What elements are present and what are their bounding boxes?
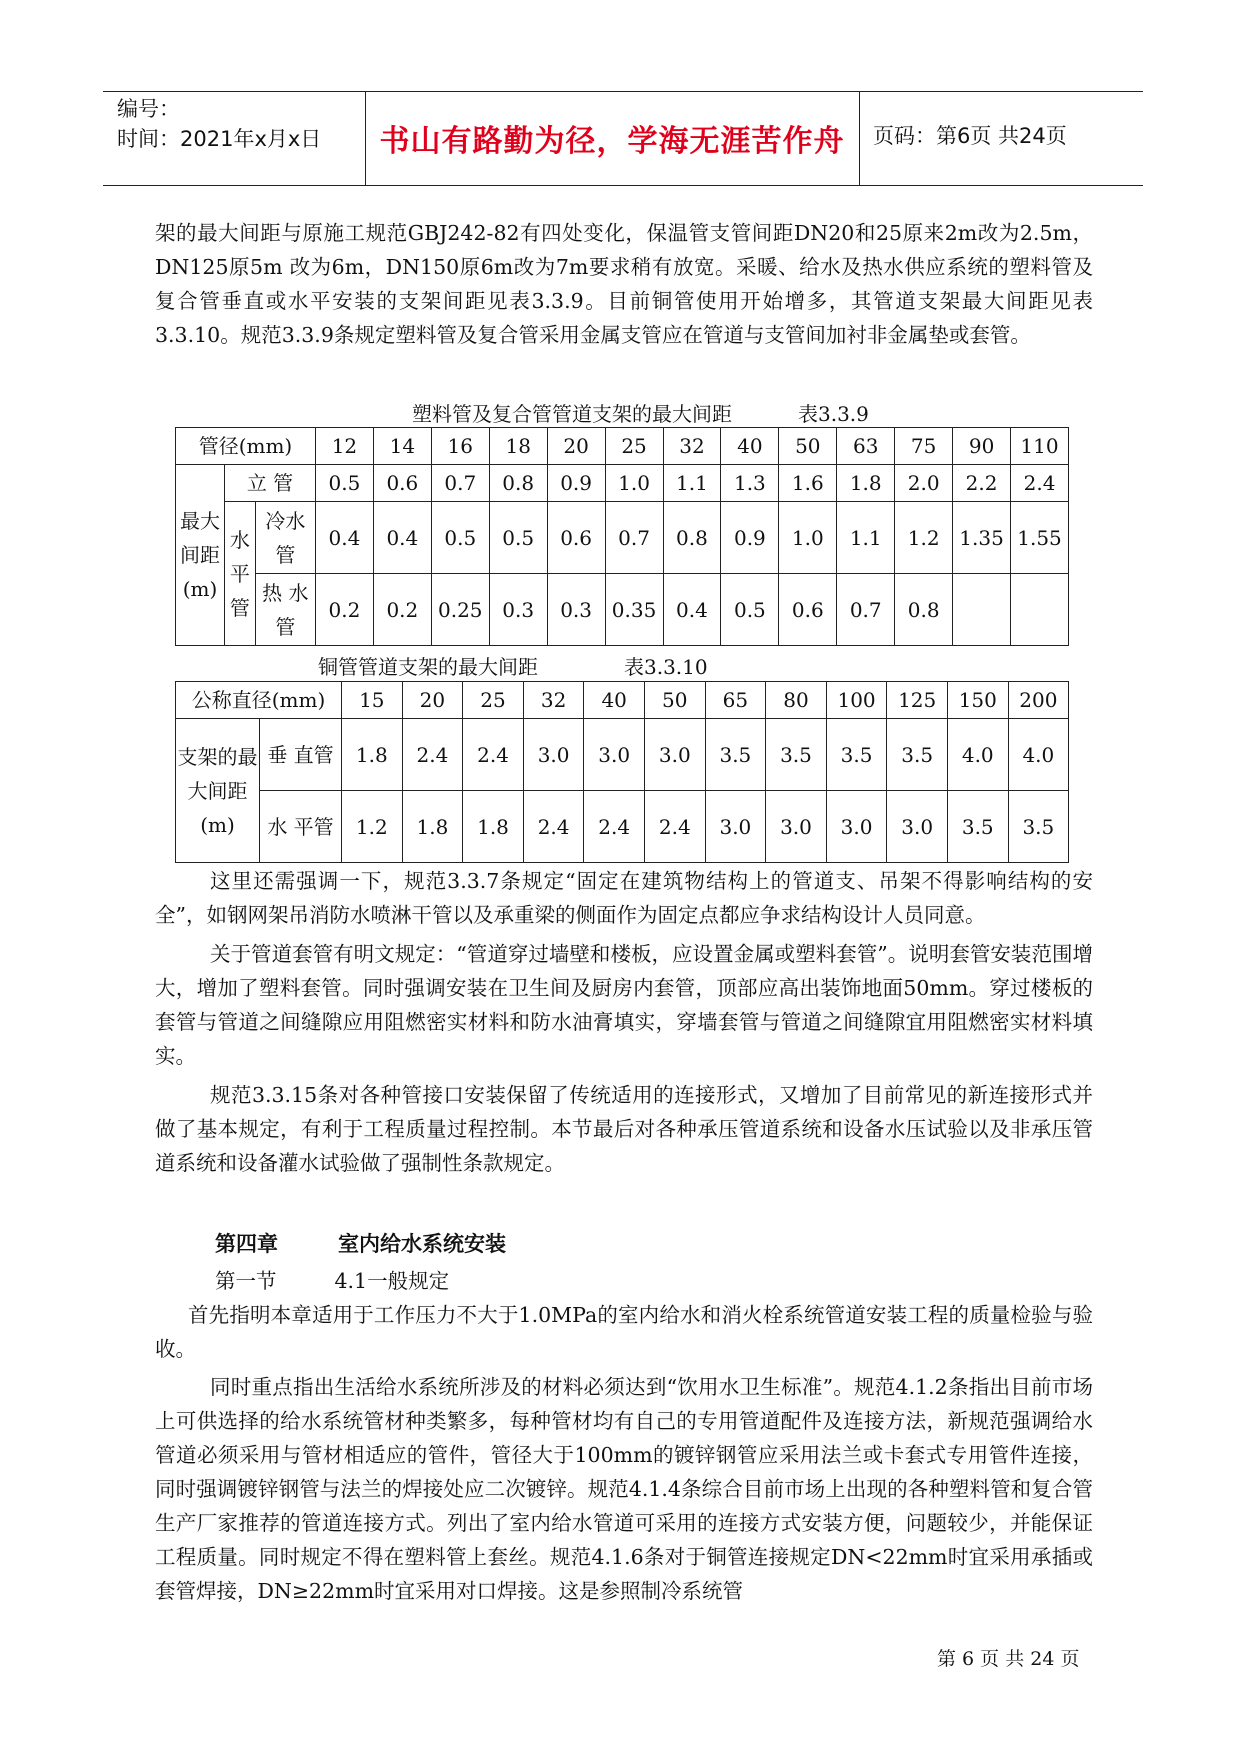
table1-caption [412, 398, 869, 427]
table2-cell: 1.2 [342, 791, 403, 863]
header-number: 编号： [117, 97, 180, 121]
table1-cell [953, 574, 1011, 646]
table2-cell: 2.4 [523, 791, 584, 863]
table2-row-group-label: 支架的最大间距(m) [176, 719, 260, 863]
header-motto: 书山有路勤为径，学海无涯苦作舟 [379, 124, 845, 159]
table1-cell: 0.8 [895, 574, 953, 646]
table2-size-cell: 65 [705, 682, 766, 719]
table1-cell: 0.4 [663, 574, 721, 646]
table1-cell: 0.5 [721, 574, 779, 646]
table-3-3-10 [175, 681, 1069, 863]
table2-cell: 4.0 [947, 719, 1008, 791]
table1-cell: 2.4 [1011, 465, 1069, 502]
table1-cell: 1.8 [837, 465, 895, 502]
table1-size-cell: 18 [489, 428, 547, 465]
table1-cell: 1.0 [779, 502, 837, 574]
chapter-number: 第四章 [215, 1232, 278, 1256]
table1-cell: 0.9 [547, 465, 605, 502]
table1-row-group-label: 最大间距(m) [176, 465, 225, 646]
table2-cell: 2.4 [402, 719, 463, 791]
table2-cell: 3.5 [705, 719, 766, 791]
table2-horizontal-label: 水 平管 [260, 791, 342, 863]
section-heading [215, 1264, 449, 1294]
table2-size-cell: 40 [584, 682, 645, 719]
table2-number: 表3.3.10 [624, 655, 708, 679]
table2-cell: 1.8 [402, 791, 463, 863]
header-divider [859, 92, 860, 185]
table2-caption [318, 651, 708, 680]
table2-size-cell: 20 [402, 682, 463, 719]
table2-cell: 2.4 [463, 719, 524, 791]
table2-cell: 2.4 [584, 791, 645, 863]
table1-size-cell: 32 [663, 428, 721, 465]
table1-cell: 2.2 [953, 465, 1011, 502]
table1-cell: 0.2 [315, 574, 373, 646]
table1-cell: 0.9 [721, 502, 779, 574]
table1-size-cell: 40 [721, 428, 779, 465]
page-footer: 第 6 页 共 24 页 [937, 1648, 1080, 1670]
table1-vertical-label: 立 管 [225, 465, 316, 502]
table2-cell: 3.0 [523, 719, 584, 791]
table2-cell: 3.5 [766, 719, 827, 791]
table1-cell: 0.2 [373, 574, 431, 646]
table1-cell: 0.6 [779, 574, 837, 646]
table2-cell: 3.0 [766, 791, 827, 863]
chapter-title: 室内给水系统安装 [338, 1232, 506, 1256]
table1-cell: 0.3 [489, 574, 547, 646]
table1-hot-label: 热 水管 [255, 574, 315, 646]
table2-cell: 4.0 [1008, 719, 1069, 791]
table2-size-cell: 200 [1008, 682, 1069, 719]
paragraph-3: 关于管道套管有明文规定：“管道穿过墙壁和楼板，应设置金属或塑料套管”。说明套管安装范围增大，增加了塑料套管。同时强调安装在卫生间及厨房内套管，顶部应高出装饰地面50mm。穿过楼板的套管与管道之间缝隙应用阻燃密实材料和防水油膏填实，穿墙套管与管道之间缝隙宜用阻燃密实材料填实。 [155, 942, 1093, 1068]
table2-size-cell: 100 [826, 682, 887, 719]
table1-cell: 0.8 [489, 465, 547, 502]
table1-size-cell: 90 [953, 428, 1011, 465]
table2-cell: 3.0 [644, 719, 705, 791]
table1-cell: 1.35 [953, 502, 1011, 574]
table1-cell: 0.7 [837, 574, 895, 646]
header-time: 时间：2021年x月x日 [117, 127, 322, 151]
table1-cell: 0.5 [315, 465, 373, 502]
paragraph-1: 架的最大间距与原施工规范GBJ242-82有四处变化，保温管支管间距DN20和25原来2m改为2.5m，DN125原5m 改为6m，DN150原6m改为7m要求稍有放宽。采暖、给水及热水供应系统的塑料管及复合管垂直或水平安装的支架间距见表3.3.9。目前铜管使用开始增多，其管道支架最大间距见表3.3.10。规范3.3.9条规定塑料管及复合管采用金属支管应在管道与支管间加衬非金属垫或套管。 [155, 221, 1093, 347]
table2-cell: 2.4 [644, 791, 705, 863]
table2-size-cell: 150 [947, 682, 1008, 719]
table2-cell: 3.5 [887, 719, 948, 791]
table1-title: 塑料管及复合管管道支架的最大间距 [412, 402, 732, 426]
table1-cell: 1.1 [663, 465, 721, 502]
section-title: 4.1一般规定 [334, 1269, 450, 1293]
table1-cell: 0.3 [547, 574, 605, 646]
table1-size-cell: 16 [431, 428, 489, 465]
table1-cell: 1.1 [837, 502, 895, 574]
table1-cell: 0.35 [605, 574, 663, 646]
chapter-heading [215, 1228, 506, 1258]
table2-cell: 1.8 [463, 791, 524, 863]
page-header [103, 91, 1143, 186]
table1-cell: 0.7 [431, 465, 489, 502]
table1-size-cell: 25 [605, 428, 663, 465]
table2-size-cell: 125 [887, 682, 948, 719]
table1-size-cell: 50 [779, 428, 837, 465]
table1-cell: 0.4 [373, 502, 431, 574]
table1-cell: 0.4 [315, 502, 373, 574]
table2-cell: 3.5 [826, 719, 887, 791]
table1-cell: 0.7 [605, 502, 663, 574]
table-3-3-9 [175, 427, 1069, 646]
table1-size-cell: 14 [373, 428, 431, 465]
table1-cell: 1.6 [779, 465, 837, 502]
table2-cell: 3.5 [1008, 791, 1069, 863]
table2-cell: 3.5 [947, 791, 1008, 863]
table2-cell: 3.0 [705, 791, 766, 863]
table2-size-cell: 32 [523, 682, 584, 719]
table2-cell: 1.8 [342, 719, 403, 791]
table2-size-cell: 15 [342, 682, 403, 719]
table1-number: 表3.3.9 [798, 402, 869, 426]
table1-cell: 0.5 [431, 502, 489, 574]
table2-size-cell: 25 [463, 682, 524, 719]
table1-size-cell: 63 [837, 428, 895, 465]
table2-size-cell: 80 [766, 682, 827, 719]
table2-col-header: 公称直径(mm) [176, 682, 342, 719]
table2-cell: 3.0 [584, 719, 645, 791]
table1-size-cell: 75 [895, 428, 953, 465]
section-number: 第一节 [215, 1269, 277, 1293]
table1-size-cell: 20 [547, 428, 605, 465]
table1-cell: 0.6 [373, 465, 431, 502]
table1-cell: 1.55 [1011, 502, 1069, 574]
paragraph-2: 这里还需强调一下，规范3.3.7条规定“固定在建筑物结构上的管道支、吊架不得影响结构的安全”，如钢网架吊消防水喷淋干管以及承重梁的侧面作为固定点都应争求结构设计人员同意。 [155, 869, 1093, 927]
table1-col-header: 管径(mm) [176, 428, 316, 465]
table1-cell: 0.8 [663, 502, 721, 574]
header-meta [117, 94, 321, 154]
table2-cell: 3.0 [826, 791, 887, 863]
table2-vertical-label: 垂 直管 [260, 719, 342, 791]
table1-cell: 0.25 [431, 574, 489, 646]
table2-cell: 3.0 [887, 791, 948, 863]
table1-size-cell: 12 [315, 428, 373, 465]
table2-title: 铜管管道支架的最大间距 [318, 655, 538, 679]
table1-cell: 1.3 [721, 465, 779, 502]
paragraph-6: 同时重点指出生活给水系统所涉及的材料必须达到“饮用水卫生标准”。规范4.1.2条指出目前市场上可供选择的给水系统管材种类繁多，每种管材均有自己的专用管道配件及连接方法，新规范强调给水管道必须采用与管材相适应的管件，管径大于100mm的镀锌钢管应采用法兰或卡套式专用管件连接，同时强调镀锌钢管与法兰的焊接处应二次镀锌。规范4.1.4条综合目前市场上出现的各种塑料管和复合管生产厂家推荐的管道连接方式。列出了室内给水管道可采用的连接方式安装方便，问题较少，并能保证工程质量。同时规定不得在塑料管上套丝。规范4.1.6条对于铜管连接规定DN<22mm时宜采用承插或套管焊接，DN≥22mm时宜采用对口焊接。这是参照制冷系统管 [155, 1375, 1093, 1603]
table1-cell: 0.5 [489, 502, 547, 574]
table2-size-cell: 50 [644, 682, 705, 719]
table1-cell: 1.0 [605, 465, 663, 502]
table1-cell: 1.2 [895, 502, 953, 574]
paragraph-4: 规范3.3.15条对各种管接口安装保留了传统适用的连接形式，又增加了目前常见的新连接形式并做了基本规定，有利于工程质量过程控制。本节最后对各种承压管道系统和设备水压试验以及非承压管道系统和设备灌水试验做了强制性条款规定。 [155, 1083, 1093, 1175]
table1-cell: 0.6 [547, 502, 605, 574]
header-page-number: 页码：第6页 共24页 [873, 124, 1067, 148]
table1-cell [1011, 574, 1069, 646]
table1-horizontal-group-label: 水平管 [225, 502, 256, 646]
paragraph-5: 首先指明本章适用于工作压力不大于1.0MPa的室内给水和消火栓系统管道安装工程的质量检验与验收。 [155, 1303, 1093, 1361]
table1-size-cell: 110 [1011, 428, 1069, 465]
table1-cold-label: 冷水管 [255, 502, 315, 574]
table1-cell: 2.0 [895, 465, 953, 502]
